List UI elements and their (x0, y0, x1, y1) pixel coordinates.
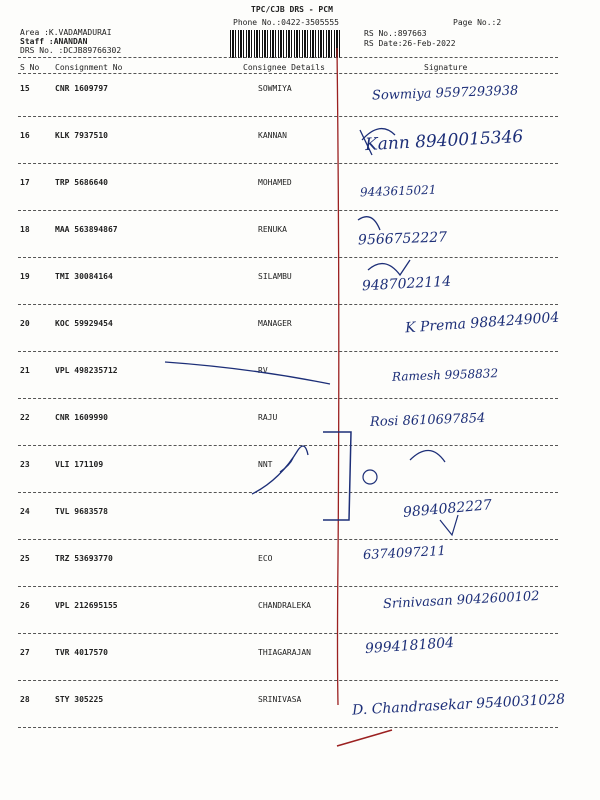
row-signature: 6374097211 (362, 543, 447, 564)
row-consignee-name: MOHAMED (258, 178, 292, 187)
row-consignment-no: TRZ 53693770 (55, 554, 113, 563)
row-consignment-no: CNR 1609990 (55, 413, 108, 422)
row-consignment-no: KOC 59929454 (55, 319, 113, 328)
row-sno: 18 (20, 225, 30, 234)
row-consignee-name: SOWMIYA (258, 84, 292, 93)
row-sno: 23 (20, 460, 30, 469)
row-consignment-no: VPL 498235712 (55, 366, 118, 375)
rs-date: RS Date:26-Feb-2022 (364, 39, 456, 48)
col-sno: S No (20, 63, 40, 72)
row-signature: 9443615021 (359, 182, 437, 200)
row-consignee-name: NNT (258, 460, 273, 469)
row-consignee-name: SRINIVASA (258, 695, 302, 704)
row-consignee-name: CHANDRALEKA (258, 601, 311, 610)
row-signature: Rosi 8610697854 (369, 410, 486, 431)
row-signature: K Prema 9884249004 (404, 309, 560, 337)
row-sno: 15 (20, 84, 30, 93)
row-sno: 27 (20, 648, 30, 657)
row-sno: 25 (20, 554, 30, 563)
document-title: TPC/CJB DRS - PCM (251, 5, 333, 14)
rs-number: RS No.:897663 (364, 29, 427, 38)
row-sno: 16 (20, 131, 30, 140)
phone-number: Phone No.:0422-3505555 (233, 18, 339, 27)
row-consignment-no: STY 305225 (55, 695, 104, 704)
row-signature: D. Chandrasekar 9540031028 (351, 691, 566, 719)
row-consignment-no: MAA 563894867 (55, 225, 118, 234)
row-consignment-no: VPL 212695155 (55, 601, 118, 610)
row-sno: 20 (20, 319, 30, 328)
row-consignment-no: KLK 7937510 (55, 131, 108, 140)
row-consignment-no: VLI 171109 (55, 460, 104, 469)
row-consignment-no: TVR 4017570 (55, 648, 108, 657)
row-signature: 9994181804 (364, 634, 455, 658)
row-signature: 9487022114 (361, 273, 452, 295)
row-consignee-name: THIAGARAJAN (258, 648, 311, 657)
page-number: Page No.:2 (453, 18, 502, 27)
row-sno: 17 (20, 178, 30, 187)
row-signature: 9566752227 (357, 229, 448, 249)
row-sno: 22 (20, 413, 30, 422)
row-sno: 28 (20, 695, 30, 704)
row-consignment-no: TRP 5686640 (55, 178, 108, 187)
row-consignee-name: SILAMBU (258, 272, 292, 281)
col-consignment: Consignment No (55, 63, 123, 72)
row-signature: Srinivasan 9042600102 (382, 588, 540, 613)
area-label: Area :K.VADAMADURAI (20, 28, 112, 37)
row-consignment-no: CNR 1609797 (55, 84, 108, 93)
row-signature: Kann 8940015346 (364, 126, 524, 156)
row-sno: 24 (20, 507, 30, 516)
row-sno: 19 (20, 272, 30, 281)
row-sno: 26 (20, 601, 30, 610)
col-signature: Signature (424, 63, 468, 72)
row-consignee-name: KANNAN (258, 131, 287, 140)
row-consignee-name: RAJU (258, 413, 278, 422)
row-consignee-name: RENUKA (258, 225, 287, 234)
row-signature: 9894082227 (402, 497, 493, 521)
staff-label: Staff :ANANDAN (20, 37, 88, 46)
row-consignment-no: TVL 9683578 (55, 507, 108, 516)
drs-number: DRS No. :DCJB89766302 (20, 46, 122, 55)
row-sno: 21 (20, 366, 30, 375)
row-consignee-name: MANAGER (258, 319, 292, 328)
row-signature: Sowmiya 9597293938 (371, 83, 519, 104)
row-signature: Ramesh 9958832 (391, 366, 499, 384)
col-consignee: Consignee Details (243, 63, 325, 72)
row-consignee-name: ECO (258, 554, 273, 563)
row-consignee-name: RV (258, 366, 268, 375)
row-consignment-no: TMI 30084164 (55, 272, 113, 281)
